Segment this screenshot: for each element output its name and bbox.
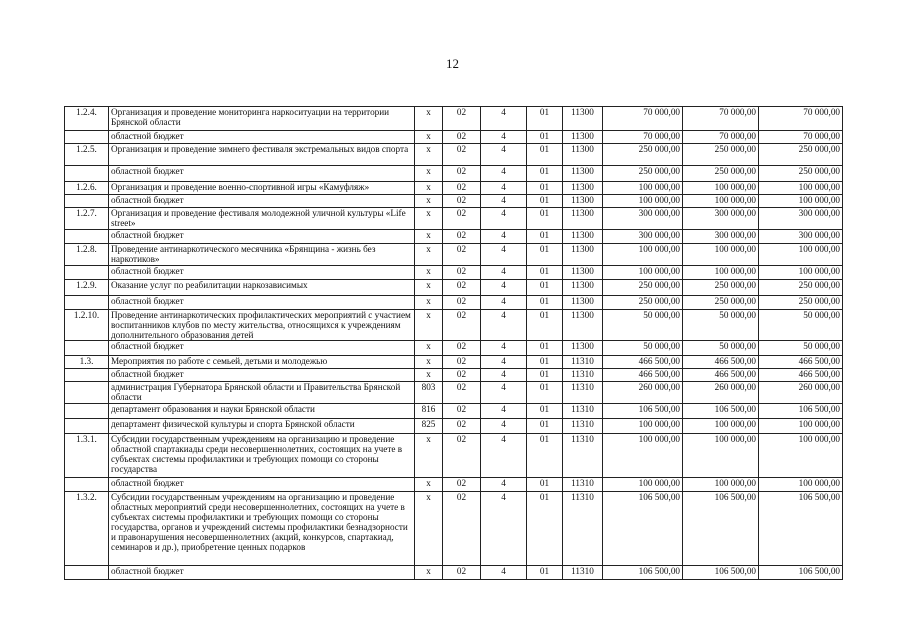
direction-code-cell: 11310 [563,369,603,382]
recipient-code-cell: х [415,492,443,566]
amount-year3-cell: 106 500,00 [759,492,843,566]
amount-year1-cell: 100 000,00 [603,266,683,280]
table-row [65,566,843,580]
amount-year2-cell: 100 000,00 [683,434,759,478]
program-code-cell: 02 [443,244,481,266]
table-row [65,244,843,266]
budget-table [64,106,843,580]
amount-year1-cell: 50 000,00 [603,341,683,356]
amount-year2-cell: 100 000,00 [683,419,759,434]
recipient-code-cell: х [415,208,443,230]
subprogram-code-cell: 4 [481,369,527,382]
program-code-cell: 02 [443,230,481,244]
subprogram-code-cell: 4 [481,356,527,369]
recipient-code-cell: 825 [415,419,443,434]
main-event-code-cell: 01 [527,434,563,478]
row-number-cell [65,419,109,434]
row-number-cell [65,369,109,382]
recipient-code-cell: х [415,478,443,492]
row-number-cell: 1.2.7. [65,208,109,230]
direction-code-cell: 11300 [563,341,603,356]
table-row [65,478,843,492]
amount-year3-cell: 50 000,00 [759,310,843,341]
amount-year2-cell: 100 000,00 [683,266,759,280]
amount-year1-cell: 466 500,00 [603,369,683,382]
row-number-cell: 1.2.10. [65,310,109,341]
direction-code-cell: 11300 [563,296,603,310]
table-row [65,419,843,434]
recipient-code-cell: х [415,369,443,382]
amount-year3-cell: 106 500,00 [759,566,843,580]
main-event-code-cell: 01 [527,478,563,492]
program-code-cell: 02 [443,434,481,478]
program-code-cell: 02 [443,280,481,296]
row-name-cell: Организация и проведение фестиваля молодежной уличной культуры «Life street» [109,208,415,230]
direction-code-cell: 11300 [563,266,603,280]
main-event-code-cell: 01 [527,144,563,166]
direction-code-cell: 11300 [563,244,603,266]
amount-year1-cell: 300 000,00 [603,208,683,230]
program-code-cell: 02 [443,382,481,404]
direction-code-cell: 11310 [563,356,603,369]
amount-year3-cell: 70 000,00 [759,107,843,131]
recipient-code-cell: х [415,107,443,131]
table-row [65,230,843,244]
program-code-cell: 02 [443,144,481,166]
main-event-code-cell: 01 [527,382,563,404]
main-event-code-cell: 01 [527,356,563,369]
subprogram-code-cell: 4 [481,182,527,195]
direction-code-cell: 11300 [563,144,603,166]
row-name-cell: департамент физической культуры и спорта Брянской области [109,419,415,434]
row-name-cell: Организация и проведение военно-спортивной игры «Камуфляж» [109,182,415,195]
row-number-cell [65,566,109,580]
subprogram-code-cell: 4 [481,404,527,419]
row-number-cell [65,166,109,182]
subprogram-code-cell: 4 [481,310,527,341]
recipient-code-cell: х [415,296,443,310]
amount-year1-cell: 106 500,00 [603,404,683,419]
amount-year2-cell: 106 500,00 [683,492,759,566]
amount-year3-cell: 100 000,00 [759,244,843,266]
row-number-cell: 1.3. [65,356,109,369]
amount-year3-cell: 300 000,00 [759,208,843,230]
program-code-cell: 02 [443,266,481,280]
table-row [65,144,843,166]
recipient-code-cell: х [415,230,443,244]
recipient-code-cell: х [415,166,443,182]
amount-year2-cell: 250 000,00 [683,296,759,310]
amount-year1-cell: 70 000,00 [603,107,683,131]
amount-year1-cell: 70 000,00 [603,131,683,144]
subprogram-code-cell: 4 [481,296,527,310]
direction-code-cell: 11310 [563,419,603,434]
program-code-cell: 02 [443,107,481,131]
row-name-cell: областной бюджет [109,131,415,144]
row-name-cell: Организация и проведение зимнего фестиваля экстремальных видов спорта [109,144,415,166]
direction-code-cell: 11310 [563,492,603,566]
row-number-cell: 1.2.8. [65,244,109,266]
subprogram-code-cell: 4 [481,566,527,580]
subprogram-code-cell: 4 [481,266,527,280]
main-event-code-cell: 01 [527,280,563,296]
main-event-code-cell: 01 [527,107,563,131]
amount-year1-cell: 300 000,00 [603,230,683,244]
recipient-code-cell: х [415,341,443,356]
row-number-cell [65,404,109,419]
amount-year2-cell: 260 000,00 [683,382,759,404]
program-code-cell: 02 [443,419,481,434]
subprogram-code-cell: 4 [481,230,527,244]
row-number-cell: 1.2.5. [65,144,109,166]
program-code-cell: 02 [443,341,481,356]
amount-year2-cell: 50 000,00 [683,341,759,356]
row-name-cell: областной бюджет [109,341,415,356]
amount-year3-cell: 100 000,00 [759,195,843,208]
main-event-code-cell: 01 [527,266,563,280]
amount-year3-cell: 300 000,00 [759,230,843,244]
table-row [65,434,843,478]
table-row [65,404,843,419]
amount-year3-cell: 50 000,00 [759,341,843,356]
subprogram-code-cell: 4 [481,280,527,296]
main-event-code-cell: 01 [527,244,563,266]
main-event-code-cell: 01 [527,131,563,144]
direction-code-cell: 11300 [563,310,603,341]
row-number-cell [65,478,109,492]
amount-year1-cell: 106 500,00 [603,566,683,580]
main-event-code-cell: 01 [527,182,563,195]
table-row [65,280,843,296]
subprogram-code-cell: 4 [481,492,527,566]
row-name-cell: администрация Губернатора Брянской области и Правительства Брянской области [109,382,415,404]
main-event-code-cell: 01 [527,296,563,310]
amount-year3-cell: 100 000,00 [759,419,843,434]
direction-code-cell: 11310 [563,382,603,404]
row-name-cell: Субсидии государственным учреждениям на организацию и проведение областной спартакиады среди несовершеннолетних, состоящих на учете в субъектах системы профилактики и требующих помощи со стороны государства [109,434,415,478]
recipient-code-cell: 816 [415,404,443,419]
row-name-cell: Субсидии государственным учреждениям на организацию и проведение областных мероприятий среди несовершеннолетних, состоящих на учете в субъектах системы профилактики и требующих помощи со стороны государства, органов и учреждений системы профилактики безнадзорности и правонарушения несовершеннолетних (акций, конкурсов, спартакиад, семинаров и др.), приобретение ценных подарков [109,492,415,566]
amount-year2-cell: 100 000,00 [683,182,759,195]
table-row [65,182,843,195]
table-row [65,166,843,182]
main-event-code-cell: 01 [527,566,563,580]
subprogram-code-cell: 4 [481,107,527,131]
recipient-code-cell: х [415,310,443,341]
program-code-cell: 02 [443,166,481,182]
row-number-cell [65,296,109,310]
main-event-code-cell: 01 [527,369,563,382]
subprogram-code-cell: 4 [481,419,527,434]
amount-year3-cell: 466 500,00 [759,356,843,369]
amount-year2-cell: 106 500,00 [683,566,759,580]
amount-year3-cell: 106 500,00 [759,404,843,419]
direction-code-cell: 11300 [563,107,603,131]
table-row [65,356,843,369]
row-name-cell: Проведение антинаркотических профилактических мероприятий с участием воспитанников клубов по месту жительства, относящихся к учреждениям дополнительного образования детей [109,310,415,341]
row-number-cell: 1.2.4. [65,107,109,131]
recipient-code-cell: х [415,566,443,580]
amount-year1-cell: 100 000,00 [603,478,683,492]
amount-year3-cell: 100 000,00 [759,434,843,478]
subprogram-code-cell: 4 [481,195,527,208]
program-code-cell: 02 [443,296,481,310]
amount-year2-cell: 50 000,00 [683,310,759,341]
row-name-cell: Организация и проведение мониторинга наркоситуации на территории Брянской области [109,107,415,131]
table-row [65,341,843,356]
amount-year2-cell: 100 000,00 [683,195,759,208]
direction-code-cell: 11310 [563,566,603,580]
recipient-code-cell: х [415,434,443,478]
amount-year2-cell: 466 500,00 [683,369,759,382]
direction-code-cell: 11300 [563,230,603,244]
row-name-cell: областной бюджет [109,230,415,244]
direction-code-cell: 11300 [563,208,603,230]
row-number-cell: 1.2.9. [65,280,109,296]
row-name-cell: Мероприятия по работе с семьей, детьми и молодежью [109,356,415,369]
recipient-code-cell: 803 [415,382,443,404]
row-name-cell: областной бюджет [109,266,415,280]
main-event-code-cell: 01 [527,419,563,434]
program-code-cell: 02 [443,492,481,566]
row-name-cell: департамент образования и науки Брянской области [109,404,415,419]
program-code-cell: 02 [443,404,481,419]
subprogram-code-cell: 4 [481,208,527,230]
row-number-cell [65,131,109,144]
table-row [65,131,843,144]
main-event-code-cell: 01 [527,208,563,230]
recipient-code-cell: х [415,244,443,266]
amount-year3-cell: 250 000,00 [759,280,843,296]
amount-year1-cell: 250 000,00 [603,144,683,166]
subprogram-code-cell: 4 [481,478,527,492]
amount-year1-cell: 250 000,00 [603,166,683,182]
subprogram-code-cell: 4 [481,166,527,182]
table-row [65,382,843,404]
main-event-code-cell: 01 [527,492,563,566]
amount-year3-cell: 466 500,00 [759,369,843,382]
table-row [65,266,843,280]
program-code-cell: 02 [443,566,481,580]
subprogram-code-cell: 4 [481,244,527,266]
amount-year2-cell: 250 000,00 [683,166,759,182]
table-row [65,195,843,208]
direction-code-cell: 11310 [563,434,603,478]
direction-code-cell: 11310 [563,478,603,492]
amount-year3-cell: 250 000,00 [759,144,843,166]
main-event-code-cell: 01 [527,195,563,208]
recipient-code-cell: х [415,131,443,144]
amount-year1-cell: 466 500,00 [603,356,683,369]
amount-year2-cell: 250 000,00 [683,144,759,166]
page-number: 12 [446,56,459,71]
table-row [65,296,843,310]
amount-year2-cell: 300 000,00 [683,208,759,230]
row-name-cell: областной бюджет [109,195,415,208]
direction-code-cell: 11300 [563,131,603,144]
row-name-cell: Проведение антинаркотического месячника «Брянщина - жизнь без наркотиков» [109,244,415,266]
recipient-code-cell: х [415,280,443,296]
amount-year3-cell: 70 000,00 [759,131,843,144]
recipient-code-cell: х [415,182,443,195]
amount-year3-cell: 260 000,00 [759,382,843,404]
amount-year1-cell: 100 000,00 [603,195,683,208]
row-number-cell [65,230,109,244]
program-code-cell: 02 [443,131,481,144]
row-number-cell [65,266,109,280]
amount-year1-cell: 106 500,00 [603,492,683,566]
amount-year1-cell: 100 000,00 [603,434,683,478]
direction-code-cell: 11300 [563,280,603,296]
program-code-cell: 02 [443,369,481,382]
row-name-cell: областной бюджет [109,369,415,382]
row-number-cell: 1.3.1. [65,434,109,478]
amount-year1-cell: 250 000,00 [603,280,683,296]
main-event-code-cell: 01 [527,404,563,419]
amount-year3-cell: 100 000,00 [759,478,843,492]
amount-year2-cell: 106 500,00 [683,404,759,419]
recipient-code-cell: х [415,266,443,280]
direction-code-cell: 11300 [563,195,603,208]
program-code-cell: 02 [443,478,481,492]
main-event-code-cell: 01 [527,341,563,356]
table-row [65,208,843,230]
recipient-code-cell: х [415,144,443,166]
recipient-code-cell: х [415,195,443,208]
amount-year1-cell: 100 000,00 [603,244,683,266]
amount-year2-cell: 70 000,00 [683,131,759,144]
amount-year2-cell: 100 000,00 [683,478,759,492]
table-row [65,369,843,382]
row-number-cell [65,341,109,356]
program-code-cell: 02 [443,356,481,369]
amount-year1-cell: 100 000,00 [603,182,683,195]
subprogram-code-cell: 4 [481,341,527,356]
subprogram-code-cell: 4 [481,144,527,166]
amount-year3-cell: 100 000,00 [759,266,843,280]
row-name-cell: областной бюджет [109,566,415,580]
row-number-cell: 1.2.6. [65,182,109,195]
program-code-cell: 02 [443,208,481,230]
main-event-code-cell: 01 [527,166,563,182]
subprogram-code-cell: 4 [481,131,527,144]
row-number-cell [65,382,109,404]
main-event-code-cell: 01 [527,310,563,341]
recipient-code-cell: х [415,356,443,369]
table-row [65,107,843,131]
amount-year1-cell: 50 000,00 [603,310,683,341]
row-number-cell: 1.3.2. [65,492,109,566]
row-number-cell [65,195,109,208]
subprogram-code-cell: 4 [481,382,527,404]
amount-year3-cell: 250 000,00 [759,166,843,182]
row-name-cell: областной бюджет [109,478,415,492]
amount-year1-cell: 250 000,00 [603,296,683,310]
table-row [65,310,843,341]
amount-year1-cell: 100 000,00 [603,419,683,434]
program-code-cell: 02 [443,182,481,195]
amount-year2-cell: 250 000,00 [683,280,759,296]
subprogram-code-cell: 4 [481,434,527,478]
amount-year3-cell: 100 000,00 [759,182,843,195]
row-name-cell: областной бюджет [109,296,415,310]
amount-year2-cell: 300 000,00 [683,230,759,244]
row-name-cell: Оказание услуг по реабилитации наркозависимых [109,280,415,296]
table-row [65,492,843,566]
amount-year3-cell: 250 000,00 [759,296,843,310]
amount-year2-cell: 466 500,00 [683,356,759,369]
direction-code-cell: 11300 [563,182,603,195]
direction-code-cell: 11310 [563,404,603,419]
main-event-code-cell: 01 [527,230,563,244]
direction-code-cell: 11300 [563,166,603,182]
row-name-cell: областной бюджет [109,166,415,182]
program-code-cell: 02 [443,195,481,208]
amount-year2-cell: 100 000,00 [683,244,759,266]
amount-year2-cell: 70 000,00 [683,107,759,131]
amount-year1-cell: 260 000,00 [603,382,683,404]
program-code-cell: 02 [443,310,481,341]
